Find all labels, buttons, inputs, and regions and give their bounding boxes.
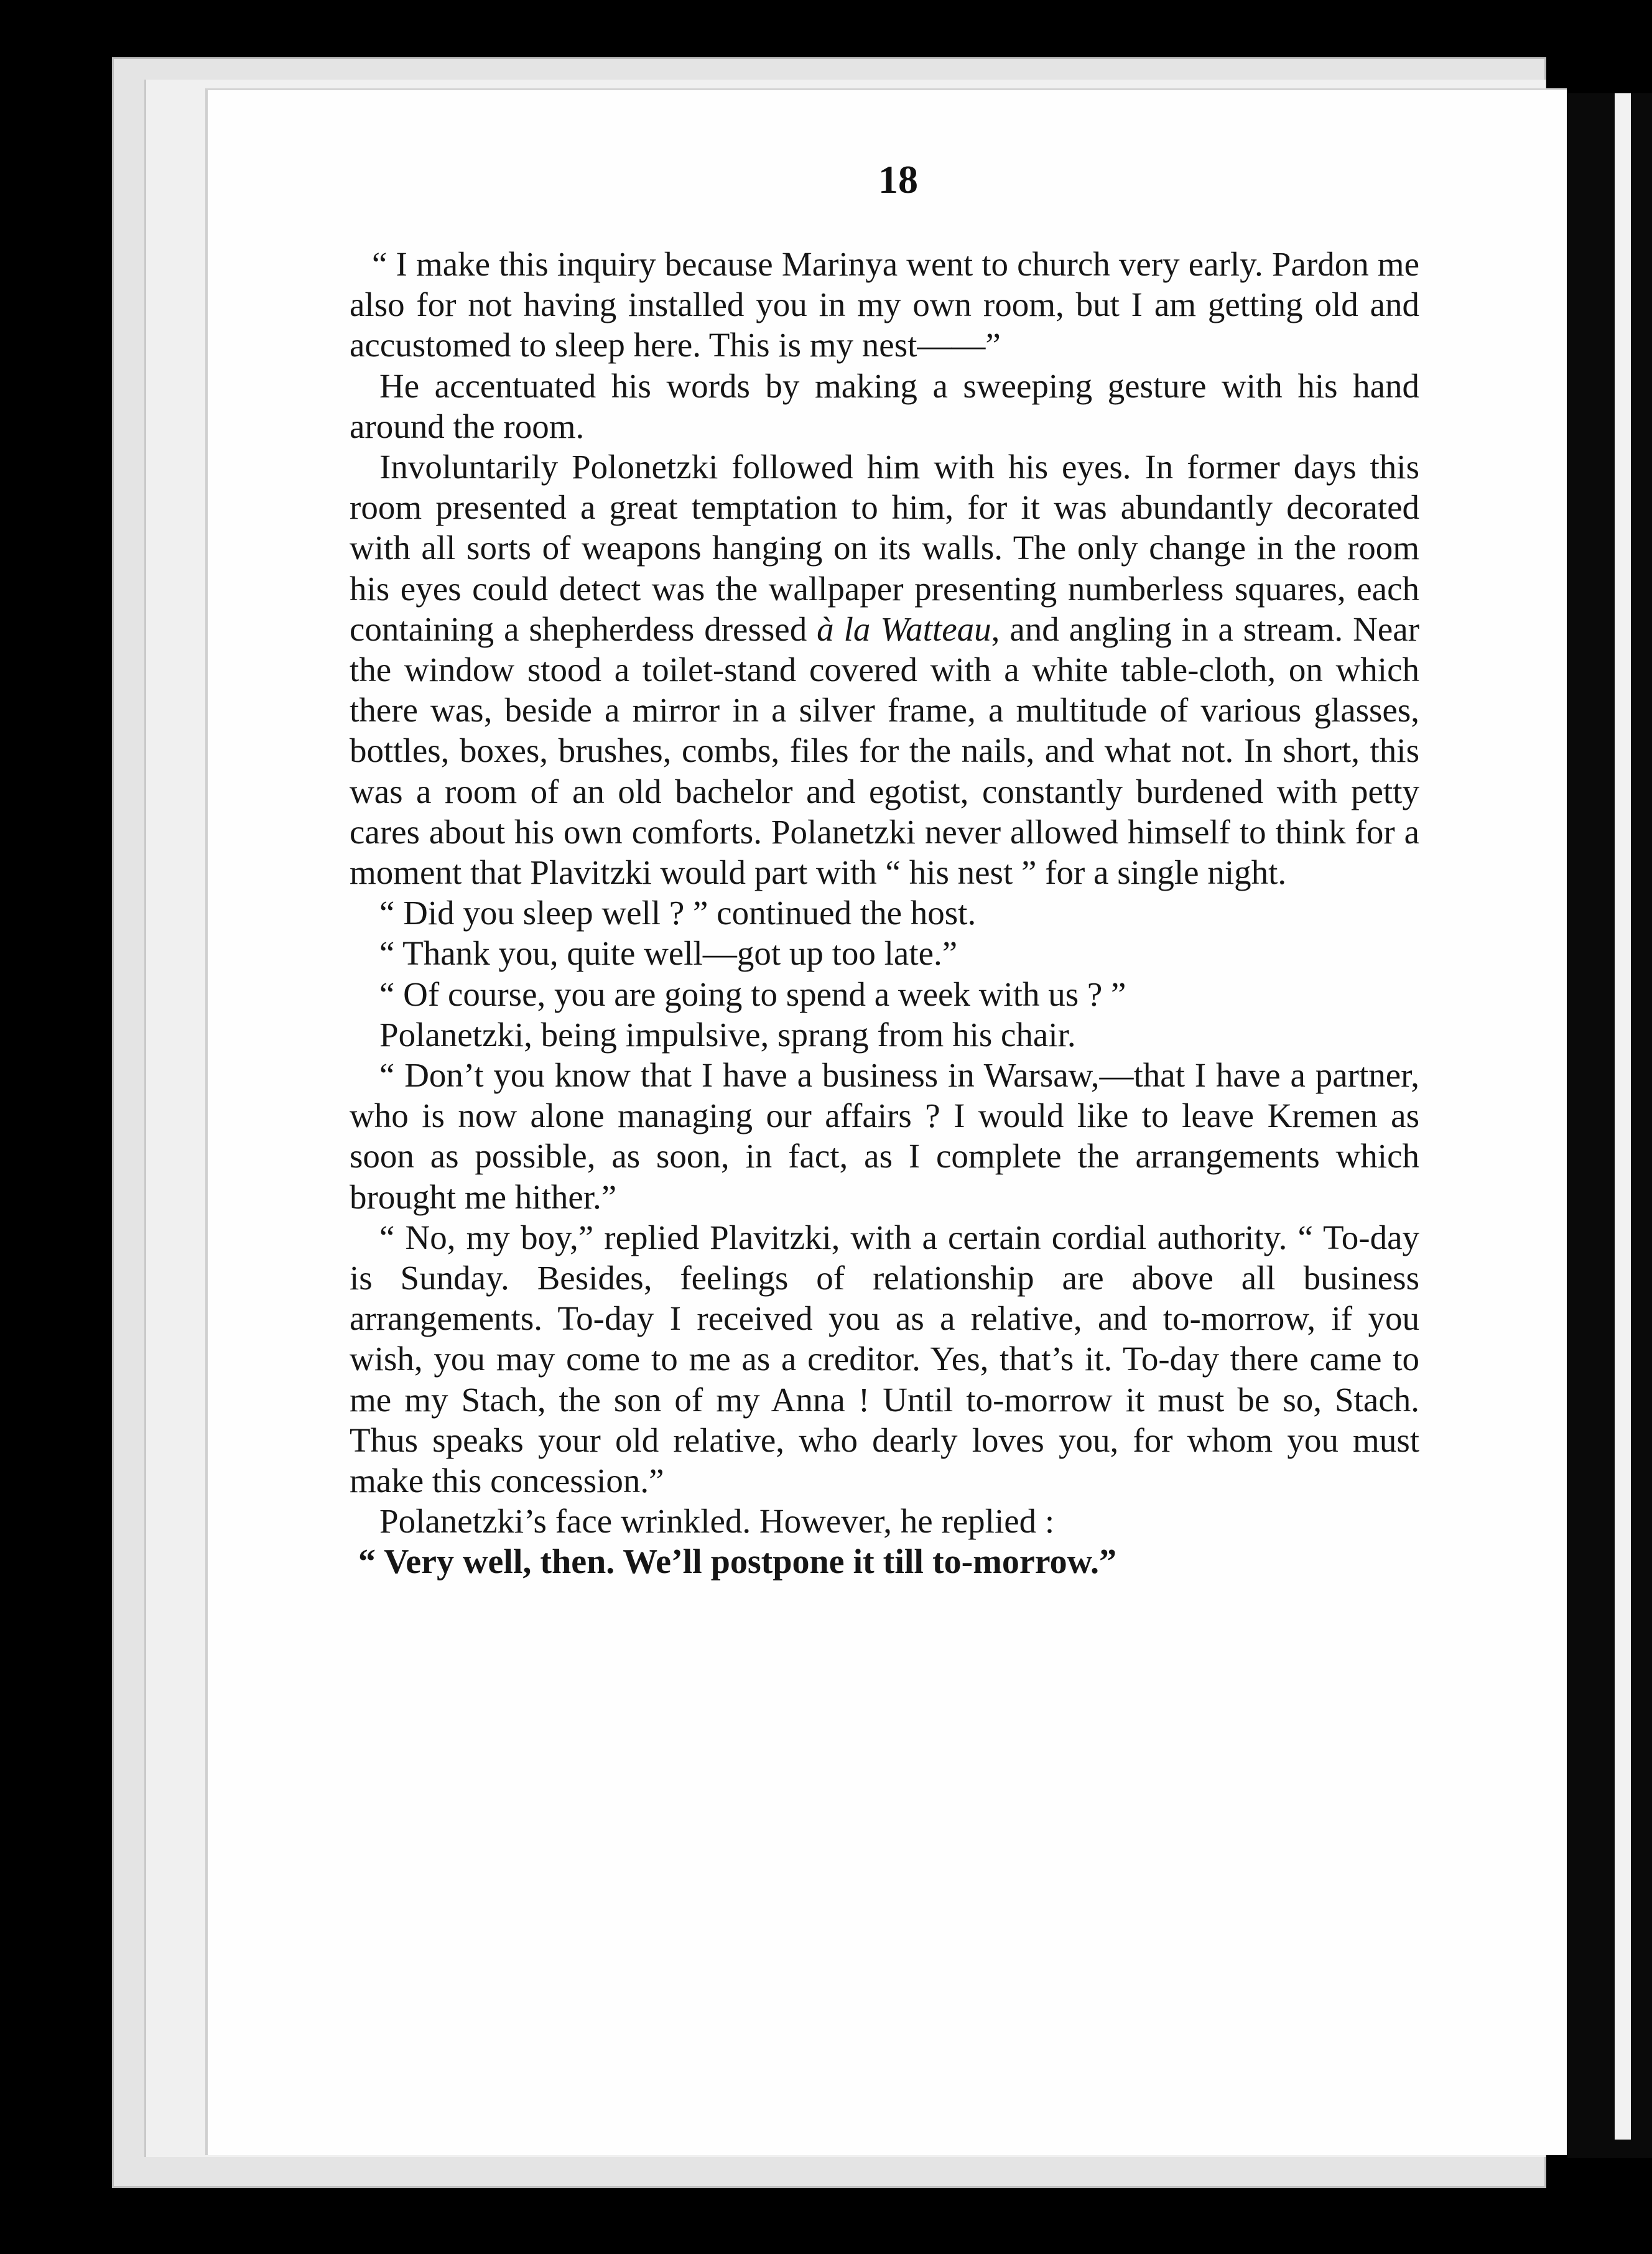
scan-border-right xyxy=(1567,93,1652,2158)
italic-phrase: à la Watteau xyxy=(817,610,991,648)
paragraph-3 xyxy=(350,447,1419,893)
paragraph-4: “ Did you sleep well ? ” continued the host. xyxy=(379,894,977,932)
page-number: 18 xyxy=(878,157,918,202)
paragraph-2: He accentuated his words by making a sweeping gesture with his hand around the room. xyxy=(350,366,1419,445)
paragraph-3-text-after: , and angling in a stream. Near the window stood a toilet-stand covered with a white table-cloth, on which there was, beside a mirror in a silver frame, a multitude of various glasses, bottles, boxes, brushes, combs, files for the nails, and what not. In short, this was a room of an old bachelor and egotist, constantly burdened with petty cares about his own comforts. Polanetzki never allowed himself to think for a moment that Plavitzki would part with “ his nest ” for a single night. xyxy=(350,610,1419,892)
paragraph-5: “ Thank you, quite well—got up too late.” xyxy=(379,934,958,973)
paragraph-11: “ Very well, then. We’ll postpone it till to-morrow.” xyxy=(358,1542,1116,1581)
paragraph-6: “ Of course, you are going to spend a week with us ? ” xyxy=(379,975,1126,1013)
paragraph-1: “ I make this inquiry because Marinya went to church very early. Pardon me also for not having installed you in my own room, but I am getting old and accustomed to sleep here. This is my nest——” xyxy=(350,245,1419,364)
next-page-edge xyxy=(1615,93,1631,2140)
paragraph-7: Polanetzki, being impulsive, sprang from his chair. xyxy=(379,1015,1076,1054)
paragraph-9: “ No, my boy,” replied Plavitzki, with a certain cordial authority. “ To-day is Sunday. Besides, feelings of relationship are above all business arrangements. To-day I received you as a relative, and to-morrow, if you wish, you may come to me as a creditor. Yes, that’s it. To-day there came to me my Stach, the son of my Anna ! Until to-morrow it must be so, Stach. Thus speaks your old relative, who dearly loves you, for whom you must make this concession.” xyxy=(350,1218,1419,1500)
page-body xyxy=(350,244,1419,1582)
paragraph-10: Polanetzki’s face wrinkled. However, he replied : xyxy=(379,1502,1055,1541)
paragraph-8: “ Don’t you know that I have a business in Warsaw,—that I have a partner, who is now alone managing our affairs ? I would like to leave Kremen as soon as possible, as soon, in fact, as I complete the arrangements which brought me hither.” xyxy=(350,1056,1419,1216)
paragraph-3-text-before: Involuntarily Polonetzki followed him with his eyes. In former days this room presented a great temptation to him, for it was abundantly decorated with all sorts of weapons hanging on its walls. The only change in the room his eyes could detect was the wallpaper presenting numberless squares, each containing a shepherdess dressed xyxy=(350,448,1419,648)
